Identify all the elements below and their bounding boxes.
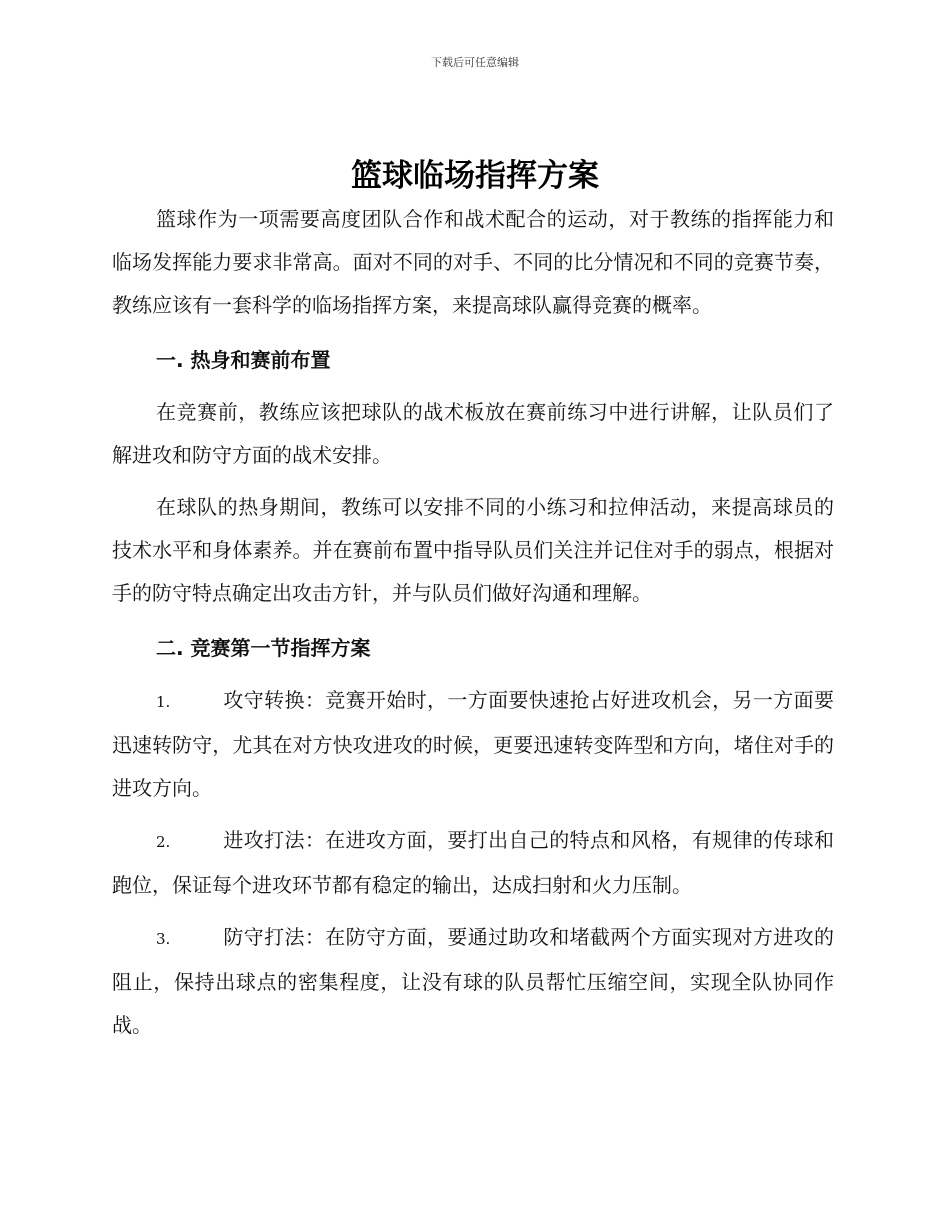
spacer bbox=[112, 327, 834, 339]
intro-paragraph: 篮球作为一项需要高度团队合作和战术配合的运动，对于教练的指挥能力和临场发挥能力要求非常高。面对不同的对手、不同的比分情况和不同的竞赛节奏，教练应该有一套科学的临场指挥方案，来提高球队赢得竞赛的概率。 bbox=[112, 207, 834, 317]
list-item bbox=[112, 679, 834, 810]
list-item-number: 2. bbox=[156, 833, 171, 851]
spacer bbox=[112, 670, 834, 679]
spacer bbox=[112, 615, 834, 627]
list-item-text: 进攻打法：在进攻方面，要打出自己的特点和风格，有规律的传球和跑位，保证每个进攻环节都有稳定的输出，达成扫射和火力压制。 bbox=[112, 828, 834, 897]
section-heading-1: 一. 热身和赛前布置 bbox=[156, 348, 331, 372]
spacer bbox=[112, 477, 834, 486]
page-title: 篮球临场指挥方案 bbox=[351, 158, 599, 194]
document-body bbox=[112, 198, 834, 1047]
section-heading-2: 二. 竞赛第一节指挥方案 bbox=[156, 636, 371, 660]
section1-paragraph-2: 在球队的热身期间，教练可以安排不同的小练习和拉伸活动，来提高球员的技术水平和身体素养。并在赛前布置中指导队员们关注并记住对手的弱点，根据对手的防守特点确定出攻击方针，并与队员们做好沟通和理解。 bbox=[112, 495, 834, 605]
header-note: 下载后可任意编辑 bbox=[431, 56, 519, 69]
list-item-number: 1. bbox=[156, 693, 171, 711]
section1-paragraph-1: 在竞赛前，教练应该把球队的战术板放在赛前练习中进行讲解，让队员们了解进攻和防守方面的战术安排。 bbox=[112, 400, 834, 467]
list-item bbox=[112, 819, 834, 907]
list-item bbox=[112, 916, 834, 1047]
spacer bbox=[112, 382, 834, 391]
spacer bbox=[112, 907, 834, 916]
spacer bbox=[112, 810, 834, 819]
list-item-number: 3. bbox=[156, 930, 171, 948]
list-item-text: 攻守转换：竞赛开始时，一方面要快速抢占好进攻机会，另一方面要迅速转防守，尤其在对方快攻进攻的时候，更要迅速转变阵型和方向，堵住对手的进攻方向。 bbox=[112, 688, 834, 800]
list-item-text: 防守打法：在防守方面，要通过助攻和堵截两个方面实现对方进攻的阻止，保持出球点的密集程度，让没有球的队员帮忙压缩空间，实现全队协同作战。 bbox=[112, 925, 834, 1037]
